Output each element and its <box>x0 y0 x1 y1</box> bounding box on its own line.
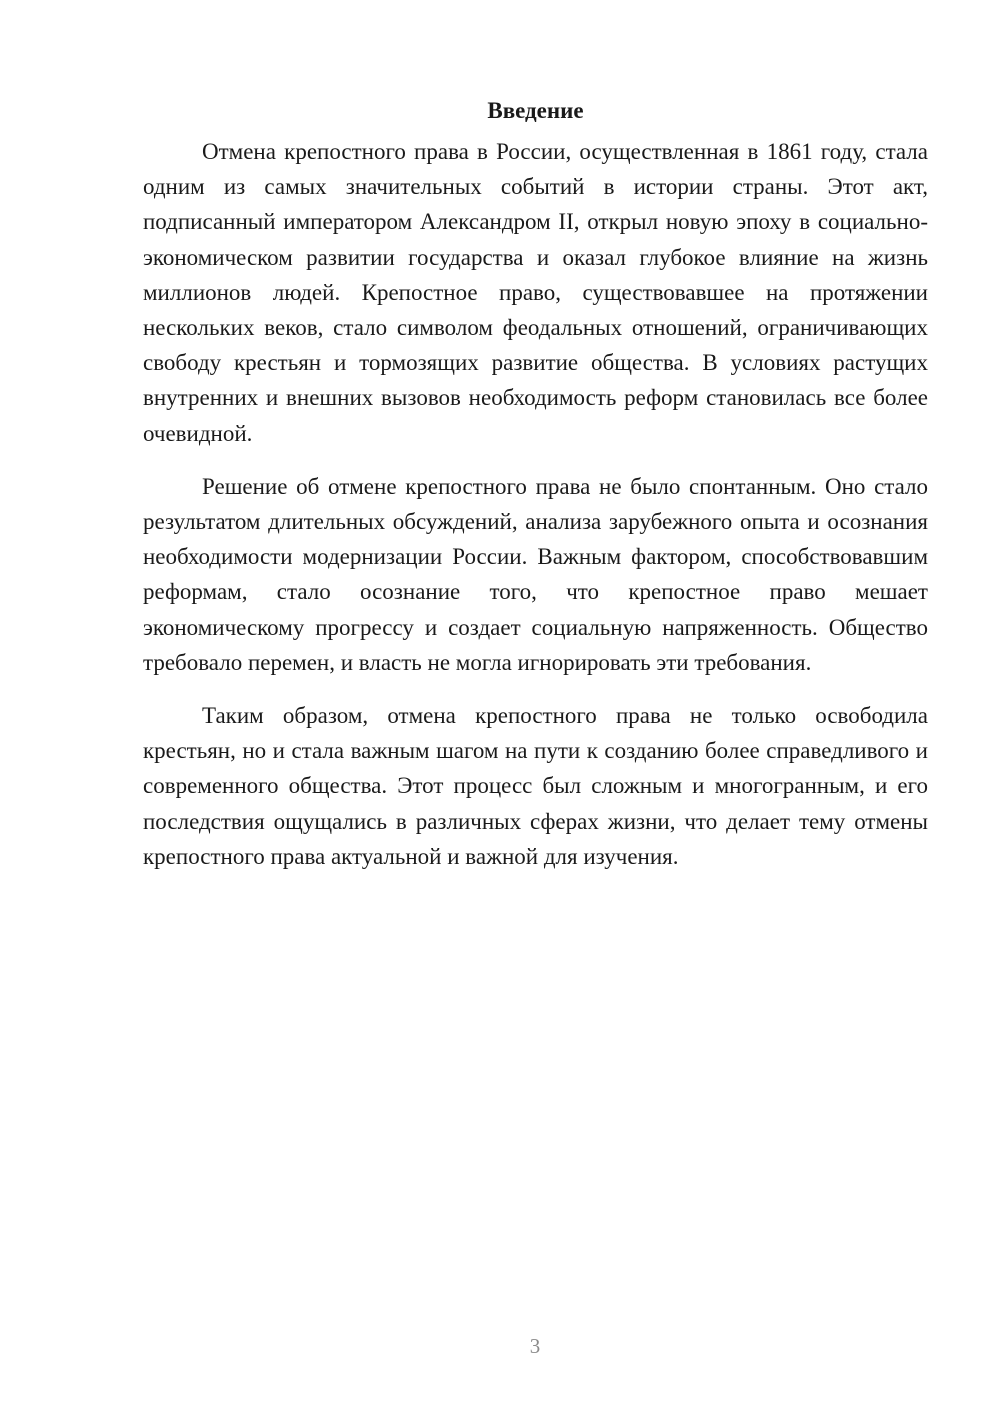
page-content <box>143 96 928 892</box>
paragraph-1: Отмена крепостного права в России, осуществленная в 1861 году, стала одним из самых значительных событий в истории страны. Этот акт, подписанный императором Александром II, открыл новую эпоху в социально-экономическом развитии государства и оказал глубокое влияние на жизнь миллионов людей. Крепостное право, существовавшее на протяжении нескольких веков, стало символом феодальных отношений, ограничивающих свободу крестьян и тормозящих развитие общества. В условиях растущих внутренних и внешних вызовов необходимость реформ становилась все более очевидной. <box>143 139 928 446</box>
section-title: Введение <box>487 98 584 123</box>
page-number: 3 <box>529 1334 541 1358</box>
paragraph-3: Таким образом, отмена крепостного права не только освободила крестьян, но и стала важным шагом на пути к созданию более справедливого и современного общества. Этот процесс был сложным и многогранным, и его последствия ощущались в различных сферах жизни, что делает тему отмены крепостного права актуальной и важной для изучения. <box>143 703 928 869</box>
paragraph-2: Решение об отмене крепостного права не было спонтанным. Оно стало результатом длительных обсуждений, анализа зарубежного опыта и осознания необходимости модернизации России. Важным фактором, способствовавшим реформам, стало осознание того, что крепостное право мешает экономическому прогрессу и создает социальную напряженность. Общество требовало перемен, и власть не могла игнорировать эти требования. <box>143 473 928 675</box>
